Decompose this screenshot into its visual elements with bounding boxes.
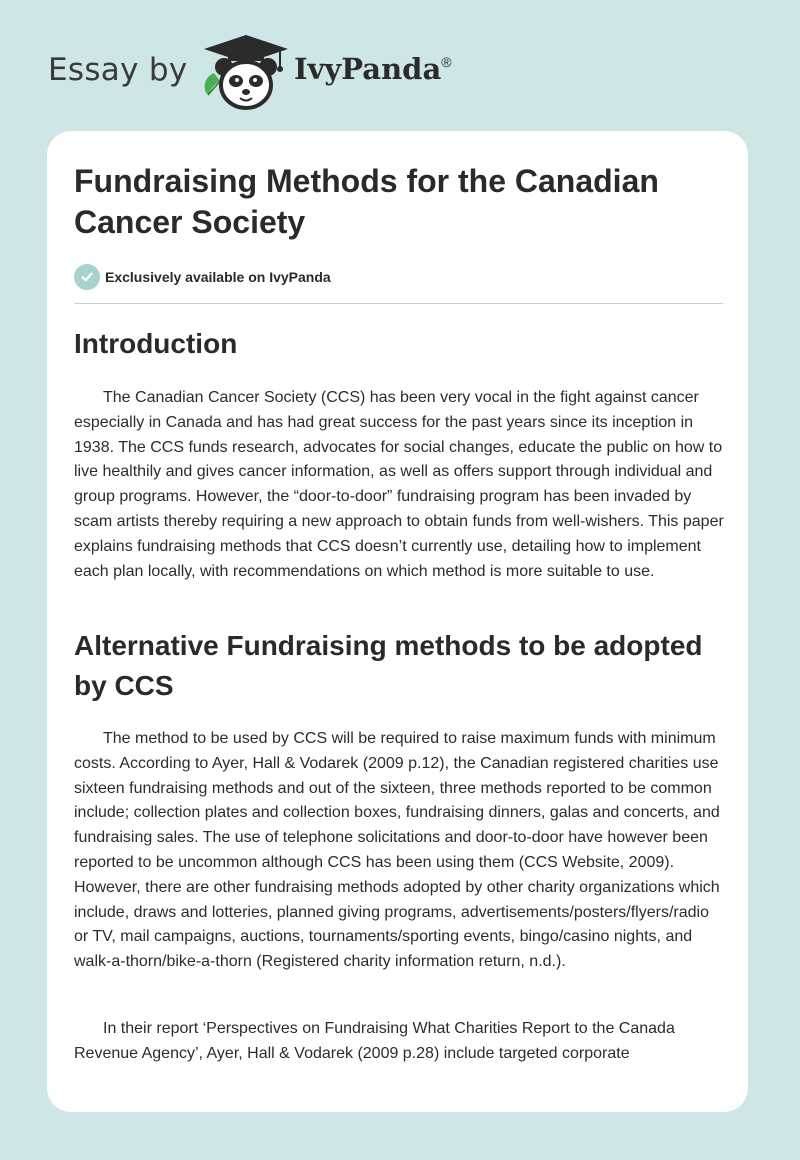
badge-text: Exclusively available on IvyPanda	[105, 269, 331, 285]
paragraph-introduction: The Canadian Cancer Society (CCS) has been very vocal in the fight against cancer especially in Canada and has had great success for the past years since its inception in 1938. The CCS funds research, advocates for social changes, educate the public on how to live healthily and gives cancer information, as well as offers support through individual and group programs. However, the “door-to-door” fundraising program has been invaded by scam artists thereby requiring a new approach to obtain funds from well-wishers. This paper explains fundraising methods that CCS doesn’t currently use, detailing how to implement each plan locally, with recommendations on which method is more suitable to use.	[74, 389, 724, 580]
paragraph-alternative-methods-2: In their report ‘Perspectives on Fundraising What Charities Report to the Canada Revenue Agency’, Ayer, Hall & Vodarek (2009 p.28) include targeted corporate	[74, 1020, 675, 1062]
brand-label: IvyPanda	[294, 52, 442, 86]
divider	[74, 303, 723, 304]
exclusive-badge	[74, 264, 331, 290]
article-card	[47, 131, 748, 1112]
paragraph-alternative-methods-1: The method to be used by CCS will be required to raise maximum funds with minimum costs. According to Ayer, Hall & Vodarek (2009 p.12), the Canadian registered charities use sixteen fundraising methods and out of the sixteen, three methods reported to be common include; collection plates and collection boxes, fundraising dinners, galas and concerts, and fundraising sales. The use of telephone solicitations and door-to-door have however been reported to be uncommon although CCS has been using them (CCS Website, 2009). However, there are other fundraising methods adopted by other charity organizations which include, draws and lotteries, planned giving programs, advertisements/posters/flyers/radio or TV, mail campaigns, auctions, tournaments/sporting events, bingo/casino nights, and walk-a-thorn/bike-a-thorn (Registered charity information return, n.d.).	[74, 730, 720, 971]
check-icon	[74, 264, 100, 290]
section-heading-alternative-methods: Alternative Fundraising methods to be adopted by CCS	[74, 630, 703, 701]
article-title: Fundraising Methods for the Canadian Cancer Society	[74, 163, 659, 240]
section-heading-introduction: Introduction	[74, 328, 238, 359]
panda-graduate-icon[interactable]	[200, 33, 292, 111]
brand-name[interactable]	[294, 52, 452, 86]
registered-mark: ®	[441, 54, 452, 70]
essay-by-label: Essay by	[48, 52, 188, 88]
site-header	[0, 0, 800, 130]
